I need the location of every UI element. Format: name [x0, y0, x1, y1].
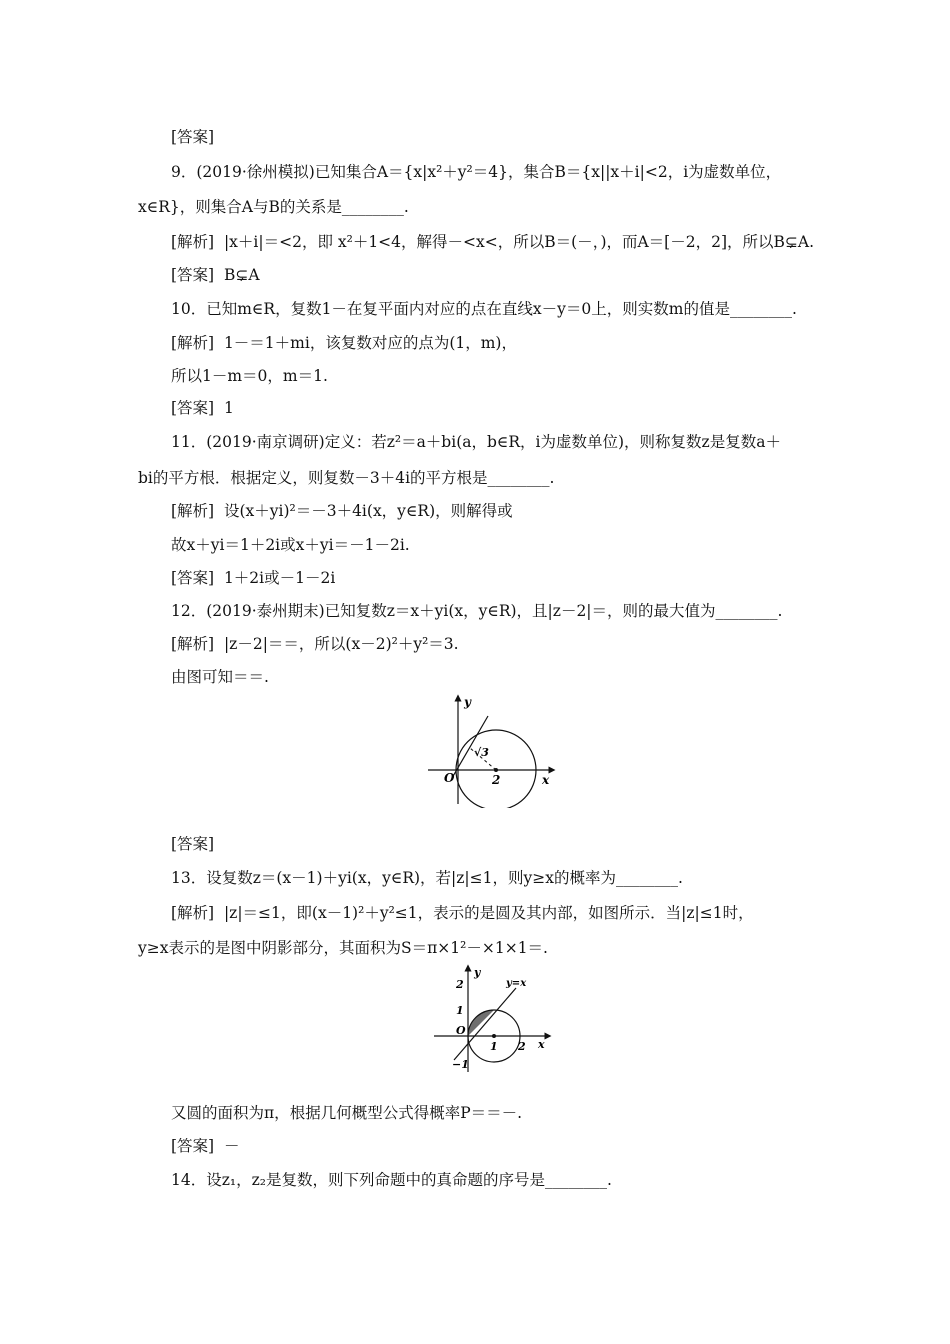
label-two: 2 [492, 773, 501, 787]
solution-11-line2: 故x＋yi＝1＋2i或x＋yi＝－1－2i. [171, 536, 410, 554]
problem-9-line1: 9．(2019·徐州模拟)已知集合A＝{x|x²＋y²＝4}，集合B＝{x||x＋i|<2，i为虚数单位， [171, 163, 782, 181]
label-x: x [538, 1038, 545, 1051]
solution-9: [解析] |x＋i|＝<2，即 x²＋1<4，解得－<x<，所以B＝(－，)，而A＝[－2，2]，所以B⊊A. [171, 233, 814, 251]
solution-12-line1: [解析] |z－2|＝＝，所以(x－2)²＋y²＝3. [171, 635, 459, 653]
problem-11-line2: bi的平方根．根据定义，则复数－3＋4i的平方根是________. [138, 469, 555, 487]
solution-13-line2: y≥x表示的是图中阴影部分，其面积为S＝π×1²－×1×1＝. [138, 939, 548, 957]
solution-10-line1: [解析] 1－＝1＋mi，该复数对应的点为(1，m)， [171, 334, 517, 352]
figure-probability-region-svg [432, 964, 556, 1076]
label-origin: O [456, 1024, 466, 1037]
label-y-eq-x: y=x [506, 978, 527, 989]
problem-10: 10．已知m∈R，复数1－在复平面内对应的点在直线x－y＝0上，则实数m的值是________. [171, 300, 797, 318]
problem-14: 14．设z₁，z₂是复数，则下列命题中的真命题的序号是________. [171, 1171, 612, 1189]
tick-x-1: 1 [490, 1040, 498, 1053]
problem-9-line2: x∈R}，则集合A与B的关系是________. [138, 198, 409, 216]
label-sqrt3: √3 [474, 746, 489, 759]
answer-11: [答案] 1＋2i或－1－2i [171, 569, 336, 587]
problem-11-line1: 11．(2019·南京调研)定义：若z²＝a＋bi(a，b∈R，i为虚数单位)，则称复数z是复数a＋ [171, 433, 781, 451]
problem-13: 13．设复数z＝(x－1)＋yi(x，y∈R)，若|z|≤1，则y≥x的概率为________. [171, 869, 683, 887]
label-y: y [464, 695, 471, 709]
label-x: x [542, 773, 550, 787]
tick-y-1: 1 [456, 1004, 464, 1017]
solution-12-line2: 由图可知＝＝. [171, 668, 269, 686]
answer-13: [答案] － [171, 1137, 240, 1155]
solution-10-line2: 所以1－m＝0，m＝1. [171, 367, 328, 385]
solution-11-line1: [解析] 设(x＋yi)²＝－3＋4i(x，y∈R)，则解得或 [171, 502, 513, 520]
figure-circle-tangent-svg [428, 692, 558, 808]
tick-y-neg1: −1 [452, 1058, 469, 1071]
tick-y-2: 2 [456, 978, 464, 991]
tick-x-2: 2 [518, 1040, 526, 1053]
label-y: y [474, 966, 481, 979]
figure-probability-region [432, 964, 556, 1076]
answer-10: [答案] 1 [171, 399, 234, 417]
label-origin: O [444, 771, 455, 785]
figure-circle-tangent [428, 692, 558, 808]
solution-13-line1: [解析] |z|＝≤1，即(x－1)²＋y²≤1，表示的是圆及其内部，如图所示．当|z|≤1时， [171, 904, 754, 922]
answer-12: [答案] [171, 835, 215, 853]
problem-12: 12．(2019·泰州期末)已知复数z＝x＋yi(x，y∈R)，且|z－2|＝，则的最大值为________. [171, 602, 783, 620]
answer-9-prev: [答案] [171, 128, 215, 146]
center-point [494, 768, 498, 772]
answer-9: [答案] B⊊A [171, 266, 260, 284]
center-point [492, 1034, 496, 1038]
solution-13-line3: 又圆的面积为π，根据几何概型公式得概率P＝＝－. [171, 1104, 523, 1122]
